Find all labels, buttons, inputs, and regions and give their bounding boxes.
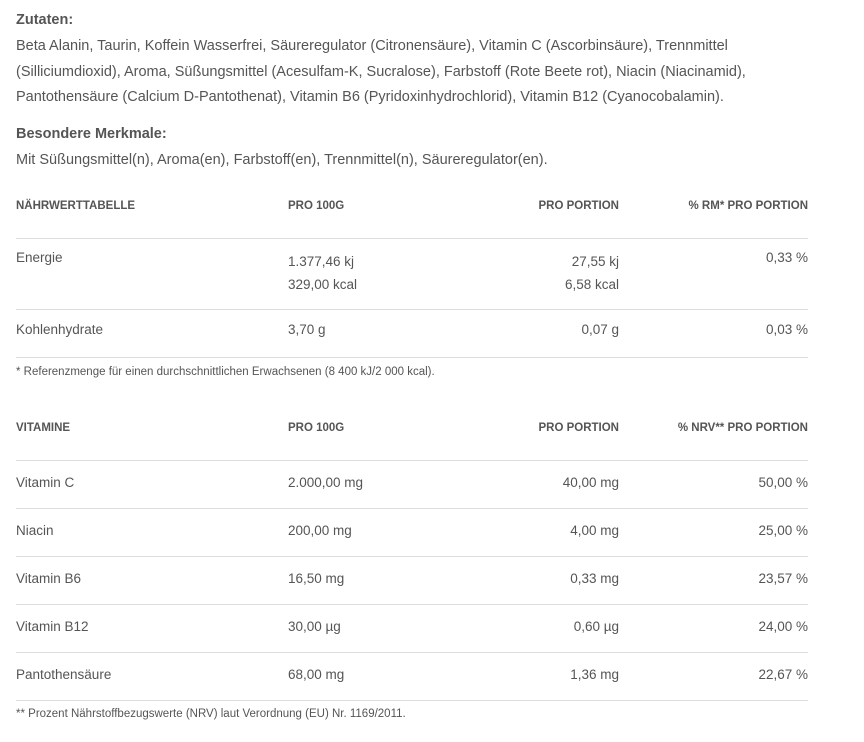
features-text: Mit Süßungsmittel(n), Aroma(en), Farbstoff(en), Trennmittel(n), Säureregulator(en). xyxy=(16,152,548,168)
vitamin-name: Pantothensäure xyxy=(16,652,288,700)
vitamin-per100: 200,00 mg xyxy=(288,508,448,556)
nutrient-name: Kohlenhydrate xyxy=(16,309,288,357)
vitamin-portion: 0,33 mg xyxy=(448,556,619,604)
nutrition-footnote: * Referenzmenge für einen durchschnittlichen Erwachsenen (8 400 kJ/2 000 kcal). xyxy=(16,366,435,378)
vitamin-header-per100: PRO 100G xyxy=(288,416,448,460)
nutrition-header-per100: PRO 100G xyxy=(288,194,448,238)
nutrient-name: Energie xyxy=(16,238,288,309)
vitamin-portion: 4,00 mg xyxy=(448,508,619,556)
vitamin-footnote: ** Prozent Nährstoffbezugswerte (NRV) laut Verordnung (EU) Nr. 1169/2011. xyxy=(16,708,406,720)
nutrition-header-portion: PRO PORTION xyxy=(448,194,619,238)
vitamin-pct: 50,00 % xyxy=(619,460,808,508)
vitamin-header-portion: PRO PORTION xyxy=(448,416,619,460)
vitamin-pct: 23,57 % xyxy=(619,556,808,604)
portion-line-2: 6,58 kcal xyxy=(564,276,619,292)
vitamin-name: Vitamin C xyxy=(16,460,288,508)
nutrient-portion xyxy=(448,238,619,309)
ingredients-heading: Zutaten: xyxy=(16,12,74,28)
table-row xyxy=(16,460,808,508)
vitamin-per100: 16,50 mg xyxy=(288,556,448,604)
nutrient-per100: 3,70 g xyxy=(288,309,448,357)
nutrition-header-name: NÄHRWERTTABELLE xyxy=(16,194,288,238)
table-row xyxy=(16,508,808,556)
vitamin-pct: 22,67 % xyxy=(619,652,808,700)
nutrient-per100 xyxy=(288,238,448,309)
vitamin-name: Vitamin B6 xyxy=(16,556,288,604)
features-heading: Besondere Merkmale: xyxy=(16,126,167,142)
vitamin-per100: 30,00 µg xyxy=(288,604,448,652)
table-row xyxy=(16,604,808,652)
vitamin-table xyxy=(16,416,808,701)
nutrient-pct: 0,33 % xyxy=(619,238,808,309)
vitamin-portion: 0,60 µg xyxy=(448,604,619,652)
table-row xyxy=(16,238,808,309)
vitamin-portion: 1,36 mg xyxy=(448,652,619,700)
nutrient-pct: 0,03 % xyxy=(619,309,808,357)
vitamin-per100: 2.000,00 mg xyxy=(288,460,448,508)
vitamin-header-row xyxy=(16,416,808,460)
vitamin-header-pct: % NRV** PRO PORTION xyxy=(619,416,808,460)
vitamin-header-name: VITAMINE xyxy=(16,416,288,460)
nutrition-table xyxy=(16,194,808,358)
vitamin-name: Niacin xyxy=(16,508,288,556)
table-row xyxy=(16,309,808,357)
nutrient-portion: 0,07 g xyxy=(448,309,619,357)
vitamin-portion: 40,00 mg xyxy=(448,460,619,508)
per100-line-2: 329,00 kcal xyxy=(288,276,358,292)
nutrition-header-row xyxy=(16,194,808,238)
vitamin-per100: 68,00 mg xyxy=(288,652,448,700)
vitamin-pct: 24,00 % xyxy=(619,604,808,652)
vitamin-name: Vitamin B12 xyxy=(16,604,288,652)
table-row xyxy=(16,652,808,700)
ingredients-text: Beta Alanin, Taurin, Koffein Wasserfrei, Säureregulator (Citronensäure), Vitamin C (Ascorbinsäure), Trennmittel (Silliciumdioxid), Aroma, Süßungsmittel (Acesulfam-K, Sucralose), Farbstoff (Rote Beete rot), Niacin (Niacinamid), Pantothensäure (Calcium D-Pantothenat), Vitamin B6 (Pyridoxinhydrochlorid), Vitamin B12 (Cyanocobalamin). xyxy=(16,38,746,105)
nutrition-header-pct: % RM* PRO PORTION xyxy=(619,194,808,238)
per100-line-1: 1.377,46 kj xyxy=(288,253,355,269)
table-row xyxy=(16,556,808,604)
vitamin-pct: 25,00 % xyxy=(619,508,808,556)
portion-line-1: 27,55 kj xyxy=(571,253,619,269)
